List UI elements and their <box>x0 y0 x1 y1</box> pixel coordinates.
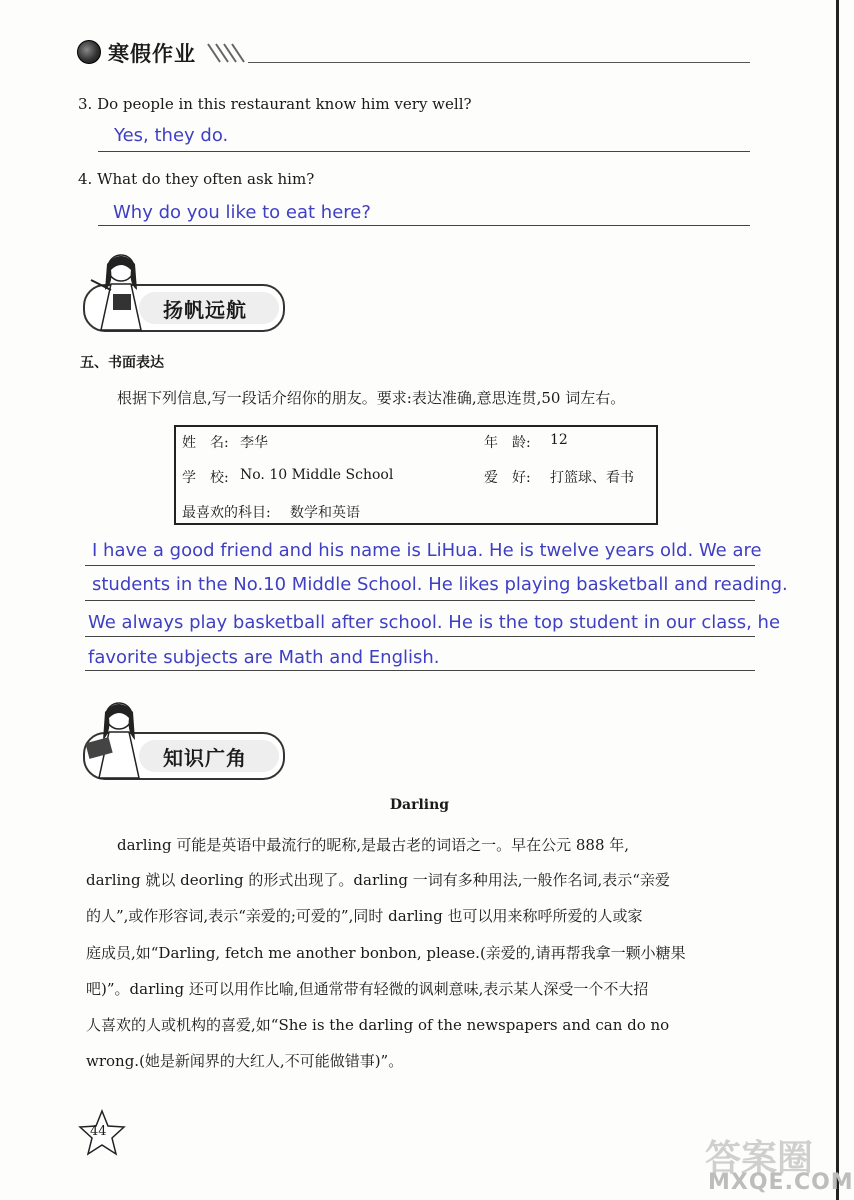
answer-3-rule <box>98 151 750 152</box>
age-value: 12 <box>550 432 568 448</box>
subjects-label: 最喜欢的科目: <box>182 505 271 521</box>
section-instruction: 根据下列信息,写一段话介绍你的朋友。要求:表达准确,意思连贯,50 词左右。 <box>117 389 626 407</box>
article-line-4: 庭成员,如“Darling, fetch me another bonbon, please.(亲爱的,请再帮我拿一颗小糖果 <box>86 944 686 962</box>
header-rule <box>248 62 750 63</box>
banner-1-label: 扬帆远航 <box>163 298 247 322</box>
essay-line-3: We always play basketball after school. He is the top student in our class, he <box>88 612 781 633</box>
section-banner-1 <box>77 250 285 340</box>
girl-reading-illustration-icon <box>77 698 157 788</box>
header-circle-icon <box>77 40 101 64</box>
page-number: 44 <box>90 1124 107 1139</box>
essay-rule-1 <box>85 565 755 566</box>
header-stripes-icon <box>206 40 246 64</box>
section-title: 五、书面表达 <box>80 355 164 371</box>
essay-rule-3 <box>85 636 755 637</box>
article-line-3: 的人”,或作形容词,表示“亲爱的;可爱的”,同时 darling 也可以用来称呼所爱的人或家 <box>86 907 643 925</box>
article-line-6: 人喜欢的人或机构的喜爱,如“She is the darling of the newspapers and can do no <box>86 1016 670 1034</box>
essay-rule-2 <box>85 600 755 601</box>
question-3: 3. Do people in this restaurant know him very well? <box>78 95 472 113</box>
hobby-value: 打篮球、看书 <box>550 470 634 486</box>
article-line-2: darling 就以 deorling 的形式出现了。darling 一词有多种用法,一般作名词,表示“亲爱 <box>86 871 670 889</box>
article-title: Darling <box>389 797 450 813</box>
section-banner-2 <box>77 698 285 788</box>
page-edge <box>836 0 839 1200</box>
school-value: No. 10 Middle School <box>240 467 394 483</box>
age-label: 年 龄: <box>484 435 531 451</box>
essay-line-2: students in the No.10 Middle School. He likes playing basketball and reading. <box>92 574 788 595</box>
article-line-5: 吧)”。darling 还可以用作比喻,但通常带有轻微的讽刺意味,表示某人深受一个不大招 <box>86 980 649 998</box>
article-line-7: wrong.(她是新闻界的大红人,不可能做错事)”。 <box>86 1052 404 1070</box>
name-value: 李华 <box>240 435 268 451</box>
article-line-1: darling 可能是英语中最流行的昵称,是最古老的词语之一。早在公元 888 年, <box>117 836 630 854</box>
watermark-url: MXQE.COM <box>708 1170 854 1195</box>
answer-4-rule <box>98 225 750 226</box>
essay-rule-4 <box>85 670 755 671</box>
subjects-value: 数学和英语 <box>290 505 360 521</box>
hobby-label: 爱 好: <box>484 470 531 486</box>
essay-line-4: favorite subjects are Math and English. <box>88 647 440 668</box>
school-label: 学 校: <box>182 470 229 486</box>
answer-3: Yes, they do. <box>114 125 229 146</box>
watermark-logo: 答案圈 <box>705 1138 814 1179</box>
essay-line-1: I have a good friend and his name is LiHua. He is twelve years old. We are <box>92 540 762 561</box>
info-table <box>174 425 658 525</box>
banner-2-label: 知识广角 <box>163 746 247 770</box>
header-title: 寒假作业 <box>108 42 196 66</box>
name-label: 姓 名: <box>182 435 229 451</box>
answer-4: Why do you like to eat here? <box>113 202 371 223</box>
question-4: 4. What do they often ask him? <box>78 170 315 188</box>
girl-illustration-icon <box>77 250 157 340</box>
